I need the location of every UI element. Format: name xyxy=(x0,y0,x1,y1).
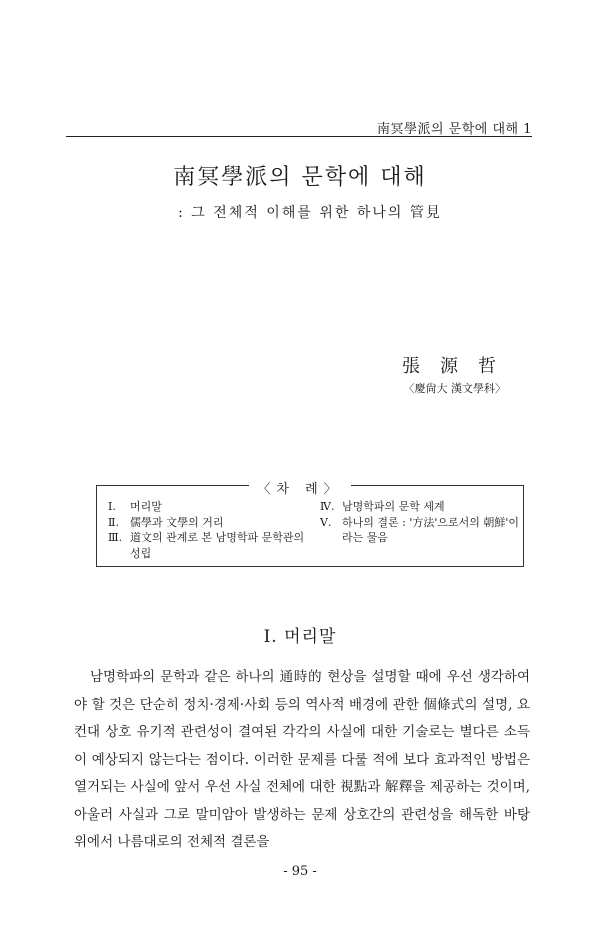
toc-heading-label: 〈차 례〉 xyxy=(249,482,350,497)
toc-right-column xyxy=(320,499,520,546)
toc-item xyxy=(108,499,308,515)
toc-item xyxy=(320,499,520,515)
toc-item-text: 하나의 결론 : '方法'으로서의 朝鮮'이라는 물음 xyxy=(342,515,520,544)
toc-item-text: 儒學과 文學의 거리 xyxy=(130,515,224,529)
toc-item xyxy=(108,515,308,531)
toc-left-column xyxy=(108,499,308,561)
toc-item-number: Ⅲ. xyxy=(108,531,123,544)
toc-item-text: 道文의 관계로 본 남명학파 문학관의 성립 xyxy=(130,531,305,560)
toc-heading xyxy=(0,478,600,497)
header-rule xyxy=(66,136,532,137)
toc-item xyxy=(108,530,308,561)
article-title: 南冥學派의 문학에 대해 xyxy=(173,165,427,190)
section-heading: Ⅰ. 머리말 xyxy=(263,627,337,647)
toc-item-number: Ⅰ. xyxy=(108,500,116,513)
body-paragraph: 남명학파의 문학과 같은 하나의 通時的 현상을 설명할 때에 우선 생각하여야 할 것은 단순히 정치·경제·사회 등의 역사적 배경에 관한 個條式의 설명, 요컨대 상호 유기적 관련성이 결여된 각각의 사실에 대한 기술로는 별다른 소득이 예상되지 않는다는 점이다. 이러한 문제를 다룰 적에 보다 효과적인 방법은 열거되는 사실에 앞서 우선 사실 전체에 대한 視點과 解釋을 제공하는 것이며, 아울러 사실과 그로 말미암아 발생하는 문제 상호간의 관련성을 해독한 바탕 위에서 나름대로의 전체적 결론을 xyxy=(74,669,530,850)
toc-item-text: 남명학파의 문학 세계 xyxy=(342,500,445,513)
toc-item-number: Ⅴ. xyxy=(320,515,332,529)
body-text xyxy=(74,664,530,857)
toc-item xyxy=(320,515,520,546)
author-affiliation: 〈慶尙大 漢文學科〉 xyxy=(403,382,506,395)
toc-item-number: Ⅱ. xyxy=(108,515,119,529)
article-subtitle: : 그 전체적 이해를 위한 하나의 管見 xyxy=(178,205,442,221)
toc-item-number: Ⅳ. xyxy=(320,500,335,513)
author-name: 張源哲 xyxy=(402,356,516,377)
running-head: 南冥學派의 문학에 대해 1 xyxy=(376,122,532,137)
page-number: - 95 - xyxy=(283,864,317,879)
toc-item-text: 머리말 xyxy=(130,500,162,513)
